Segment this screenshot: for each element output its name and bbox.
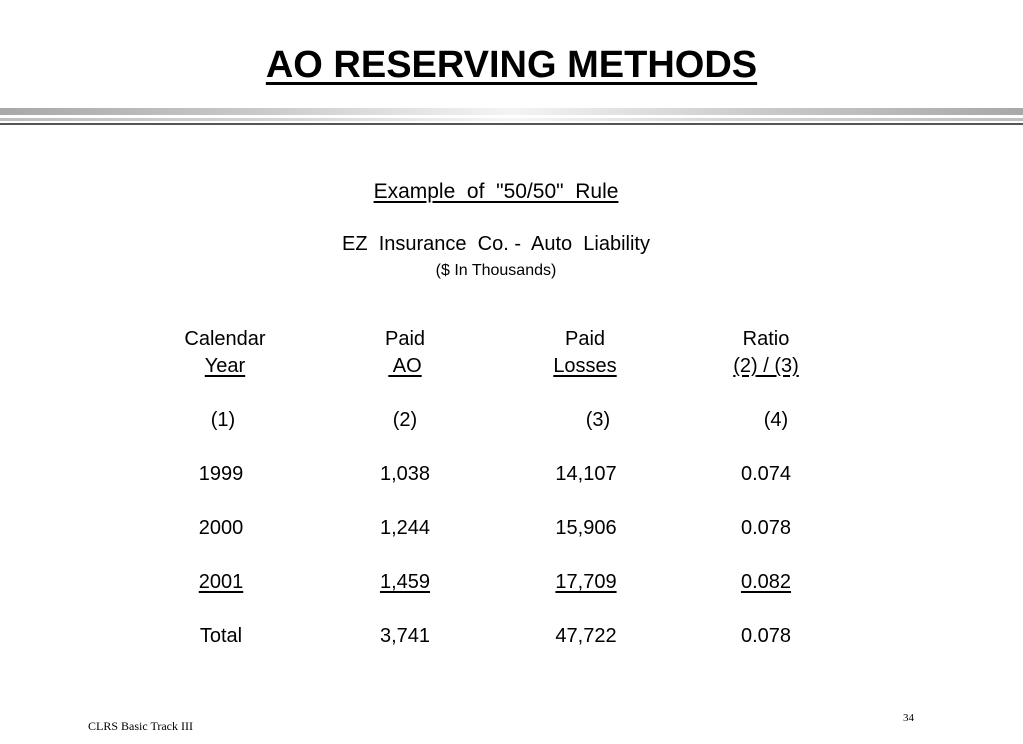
cell-paid-losses [506, 571, 666, 594]
cell-year: 1999 [198, 463, 244, 485]
header-year [145, 355, 305, 378]
cell-ratio: 0.078 [740, 517, 792, 539]
cell-total-label: Total [199, 625, 243, 647]
slide-title: AO RESERVING METHODS [265, 44, 758, 86]
cell-ratio [686, 571, 846, 594]
header-ratio: Ratio [742, 328, 790, 350]
header-ao-text: AO [388, 355, 422, 377]
col-num-2: (2) [392, 409, 418, 431]
col-num-3: (3) [585, 409, 611, 431]
cell-paid-losses-text: 17,709 [555, 571, 617, 593]
cell-paid-ao: 1,038 [379, 463, 431, 485]
header-calendar: Calendar [184, 328, 266, 350]
cell-year [141, 571, 301, 594]
cell-paid-ao: 1,244 [379, 517, 431, 539]
header-paid-losses-top: Paid [564, 328, 606, 350]
header-ao [325, 355, 485, 378]
col-num-4: (4) [763, 409, 789, 431]
cell-year-text: 2001 [198, 571, 244, 593]
header-paid-ao-top: Paid [384, 328, 426, 350]
cell-paid-losses: 14,107 [555, 463, 617, 485]
header-year-text: Year [204, 355, 246, 377]
company-line: EZ Insurance Co. - Auto Liability [342, 233, 650, 255]
units-note: ($ In Thousands) [435, 262, 557, 279]
cell-paid-ao: 3,741 [379, 625, 431, 647]
example-subtitle: Example of "50/50" Rule [373, 180, 619, 203]
header-ratio-formula-text: (2) / (3) [733, 355, 799, 377]
page-number: 34 [903, 712, 914, 724]
title-divider-middle [0, 118, 1023, 121]
cell-paid-ao [325, 571, 485, 594]
header-ratio-formula [686, 355, 846, 378]
cell-ratio: 0.078 [740, 625, 792, 647]
cell-ratio-text: 0.082 [740, 571, 792, 593]
cell-ratio: 0.074 [740, 463, 792, 485]
cell-paid-losses: 47,722 [555, 625, 617, 647]
cell-paid-ao-text: 1,459 [379, 571, 431, 593]
cell-year: 2000 [198, 517, 244, 539]
col-num-1: (1) [210, 409, 236, 431]
footer-course-name: CLRS Basic Track III [88, 719, 193, 733]
header-losses-text: Losses [553, 355, 617, 377]
title-divider-bottom [0, 123, 1023, 125]
cell-paid-losses: 15,906 [555, 517, 617, 539]
header-losses [505, 355, 665, 378]
title-divider-top [0, 108, 1023, 115]
